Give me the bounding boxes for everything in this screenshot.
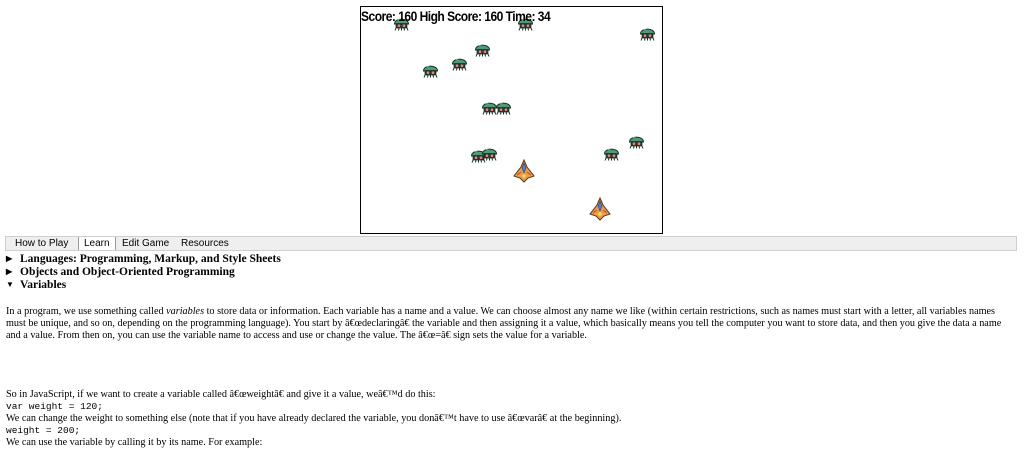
tab-edit-game[interactable]: Edit Game: [122, 238, 170, 249]
alien-sprite: [628, 133, 645, 149]
javascript-example-text: So in JavaScript, if we want to create a variable called â€œweightâ€ and give it a value, weâ€™d do this:: [6, 389, 436, 400]
alien-sprite: [495, 99, 512, 115]
score-display: Score: 160 High Score: 160 Time: 34: [361, 8, 551, 24]
tab-resources[interactable]: Resources: [181, 238, 229, 249]
triangle-right-icon: ▶: [6, 254, 13, 263]
tab-how-to-play[interactable]: How to Play: [15, 238, 69, 249]
code-declare-weight: var weight = 120;: [6, 401, 103, 412]
section-variables-label: Variables: [20, 279, 67, 291]
game-canvas[interactable]: [360, 6, 663, 234]
tab-bar: [5, 236, 1017, 251]
use-variable-text: We can use the variable by calling it by its name. For example:: [6, 437, 263, 448]
alien-sprite: [451, 55, 468, 71]
alien-sprite: [422, 62, 439, 78]
alien-sprite: [639, 25, 656, 41]
section-languages[interactable]: [6, 253, 281, 265]
intro-emphasis: variables: [166, 306, 205, 317]
alien-sprite: [481, 145, 498, 161]
section-languages-label: Languages: Programming, Markup, and Style Sheets: [20, 253, 281, 265]
change-weight-text: We can change the weight to something else (note that if you have already declared the variable, you donâ€™t have to use â€œvarâ€ at the beginning).: [6, 413, 622, 424]
triangle-down-icon: ▼: [6, 280, 14, 289]
section-objects[interactable]: [6, 266, 235, 278]
alien-sprite: [474, 41, 491, 57]
intro-text-2: to store data or information. Each variable has a name and a value. We can choose almost any name we like (within certain restrictions, such as names must start with a letter, all variables names must be unique, and so on, depending on the programming language). You start by â€œdeclaringâ€ the variable and then assigning it a value, which basically means you tell the computer you want to store data, and then you give the data a name and a value. From then on, you can use the variable name to access and use or change the value. The â€œ=â€ sign sets the value for a variable.: [6, 306, 1002, 341]
section-objects-label: Objects and Object-Oriented Programming: [20, 266, 235, 278]
tab-learn[interactable]: Learn: [78, 237, 116, 250]
intro-text-1: In a program, we use something called: [6, 306, 167, 317]
player-ship: [513, 159, 535, 183]
code-assign-weight: weight = 200;: [6, 425, 81, 436]
alien-sprite: [603, 145, 620, 161]
triangle-right-icon: ▶: [6, 267, 13, 276]
section-variables[interactable]: [6, 279, 66, 291]
enemy-ship: [589, 197, 611, 221]
variables-intro-paragraph: [6, 306, 1016, 342]
